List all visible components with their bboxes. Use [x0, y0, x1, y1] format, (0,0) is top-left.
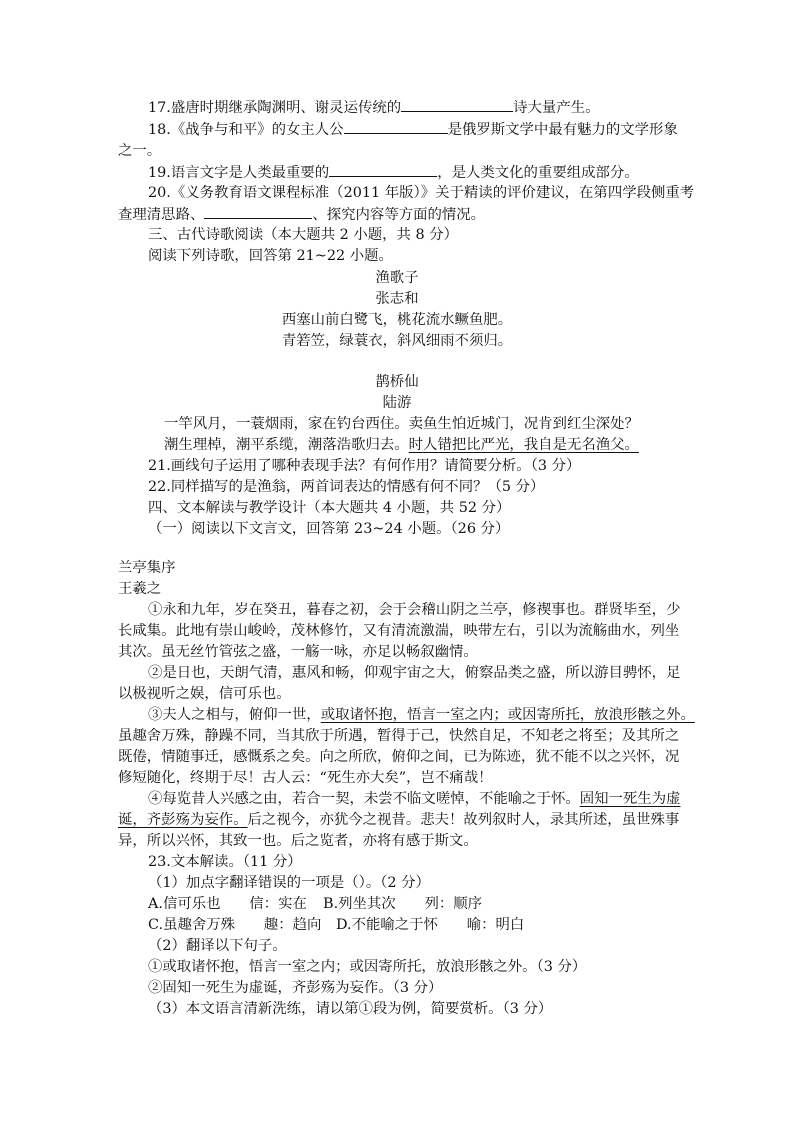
q18-text-after: 是俄罗斯文学中最有魅力的文学形象: [447, 122, 678, 138]
question-18: [148, 119, 678, 140]
option-b: B.列坐其次 列：顺序: [323, 896, 483, 912]
passage-p3-line: 虽趣舍万殊，静躁不同，当其欣于所遇，暂得于己，快然自足，不知老之将至；及其所之: [118, 728, 680, 744]
question-21: 21.画线句子运用了哪种表现手法？有何作用？请简要分析。（3 分）: [148, 458, 581, 474]
question-20-line2: [118, 204, 485, 225]
question-23-sub1: （1）加点字翻译错误的一项是（）。（2 分）: [148, 875, 430, 891]
passage-p3-plain: ③夫人之相与，俯仰一世，: [148, 707, 321, 723]
passage-p1-line: 其次。虽无丝竹管弦之盛，一觞一咏，亦足以畅叙幽情。: [118, 644, 478, 660]
passage-p4-underlined-sentence-cont: 诞，齐彭殇为妄作。: [118, 812, 248, 828]
option-a: A.信可乐也 信：实在: [148, 896, 307, 912]
passage-p4-underlined-sentence: 固知一死生为虚: [579, 791, 681, 807]
poem2-author: 陆游: [382, 395, 412, 411]
poem2-line1: 一竿风月，一蓑烟雨，家在钓台西住。卖鱼生怕近城门，况肯到红尘深处？: [164, 416, 639, 432]
passage-p2-line: ②是日也，天朗气清，惠风和畅，仰观宇宙之大，俯察品类之盛，所以游目骋怀，足: [148, 665, 681, 681]
translate-sentence-1: ①或取诸怀抱，悟言一室之内；或因寄所托，放浪形骸之外。（3 分）: [148, 959, 587, 975]
q20-text-after: 、探究内容等方面的情况。: [312, 207, 486, 223]
poem1-author: 张志和: [375, 291, 419, 307]
poem2-line2: [164, 435, 639, 455]
q17-text-after: 诗大量产生。: [513, 100, 600, 116]
question-19: [148, 162, 639, 183]
question-22: 22.同样描写的是渔翁，两首词表达的情感有何不同？（5 分）: [148, 479, 545, 495]
poem1-line: 青箬笠，绿蓑衣，斜风细雨不须归。: [281, 333, 513, 349]
passage-p1-line: ①永和九年，岁在癸丑，暮春之初，会于会稽山阴之兰亭，修禊事也。群贤毕至，少: [148, 602, 681, 618]
question-17: [148, 97, 600, 118]
q20-text-before: 查理清思路、: [118, 207, 205, 223]
section3-instruction: 阅读下列诗歌，回答第 21~22 小题。: [148, 248, 393, 264]
poem1-title: 渔歌子: [375, 270, 419, 286]
passage-p4-line1: [148, 789, 680, 809]
passage-p4-line2: [118, 810, 679, 830]
passage-p4-plain-cont: 后之视今，亦犹今之视昔。悲夫！故列叙时人，录其所述，虽世殊事: [247, 812, 680, 828]
q17-text-before: 17.盛唐时期继承陶渊明、谢灵运传统的: [148, 100, 402, 116]
section3-heading: 三、古代诗歌阅读（本大题共 2 小题，共 8 分）: [148, 227, 459, 243]
q19-text-before: 19.语言文字是人类最重要的: [148, 165, 330, 181]
passage-p4-line3: 异，所以兴怀，其致一也。后之览者，亦将有感于斯文。: [118, 833, 478, 849]
q19-blank[interactable]: [329, 162, 437, 177]
question-18-continued: 之一。: [118, 143, 162, 159]
poem2-title: 鹊桥仙: [375, 374, 419, 390]
poem1-line: 西塞山前白鹭飞，桃花流水鳜鱼肥。: [281, 312, 513, 328]
passage-p1-line: 长咸集。此地有崇山峻岭，茂林修竹，又有清流激湍，映带左右，引以为流觞曲水，列坐: [118, 623, 680, 639]
passage-author: 王羲之: [118, 581, 162, 597]
poem2-line2-plain: 潮生理棹，潮平系缆，潮落浩歌归去。: [164, 437, 409, 453]
question-23-sub2: （2）翻译以下句子。: [148, 938, 287, 954]
passage-p3-line: 修短随化，终期于尽！古人云：“死生亦大矣”，岂不痛哉！: [118, 770, 493, 786]
passage-p3-underlined-sentence: 或取诸怀抱，悟言一室之内；或因寄所托，放浪形骸之外。: [320, 707, 695, 723]
passage-p3-line: 既倦，情随事迁，感慨系之矣。向之所欣，俯仰之间，已为陈迹，犹不能不以之兴怀，况: [118, 749, 680, 765]
question-23-sub3: （3）本文语言清新洗练，请以第①段为例，简要赏析。（3 分）: [148, 1001, 553, 1017]
option-d: D.不能喻之于怀 喻：明白: [336, 917, 525, 933]
question-23-heading: 23.文本解读。（11 分）: [148, 854, 302, 870]
section4-sub1: （一）阅读以下文言文，回答第 23~24 小题。（26 分）: [148, 521, 510, 537]
q18-text-before: 18.《战争与和平》的女主人公: [148, 122, 344, 138]
passage-title: 兰亭集序: [118, 560, 176, 576]
poem2-underlined-sentence: 时人错把比严光，我自是无名渔父。: [408, 437, 639, 453]
question-20-line1: 20.《义务教育语文课程标准（2011 年版）》关于精读的评价建议，在第四学段侧重考: [148, 185, 695, 201]
q19-text-after: ，是人类文化的重要组成部分。: [437, 165, 639, 181]
option-c: C.虽趣舍万殊 趣：趋向: [148, 917, 322, 933]
passage-p3-line1: [148, 705, 695, 725]
q20-blank[interactable]: [204, 204, 312, 219]
q18-blank[interactable]: [344, 119, 448, 134]
passage-p4-plain: ④每览昔人兴感之由，若合一契，未尝不临文嗟悼，不能喻之于怀。: [148, 791, 580, 807]
translate-sentence-2: ②固知一死生为虚诞，齐彭殇为妄作。（3 分）: [148, 980, 443, 996]
section4-heading: 四、文本解读与教学设计（本大题共 4 小题，共 52 分）: [148, 500, 511, 516]
q17-blank[interactable]: [401, 97, 513, 112]
passage-p2-line: 以极视听之娱，信可乐也。: [118, 686, 291, 702]
